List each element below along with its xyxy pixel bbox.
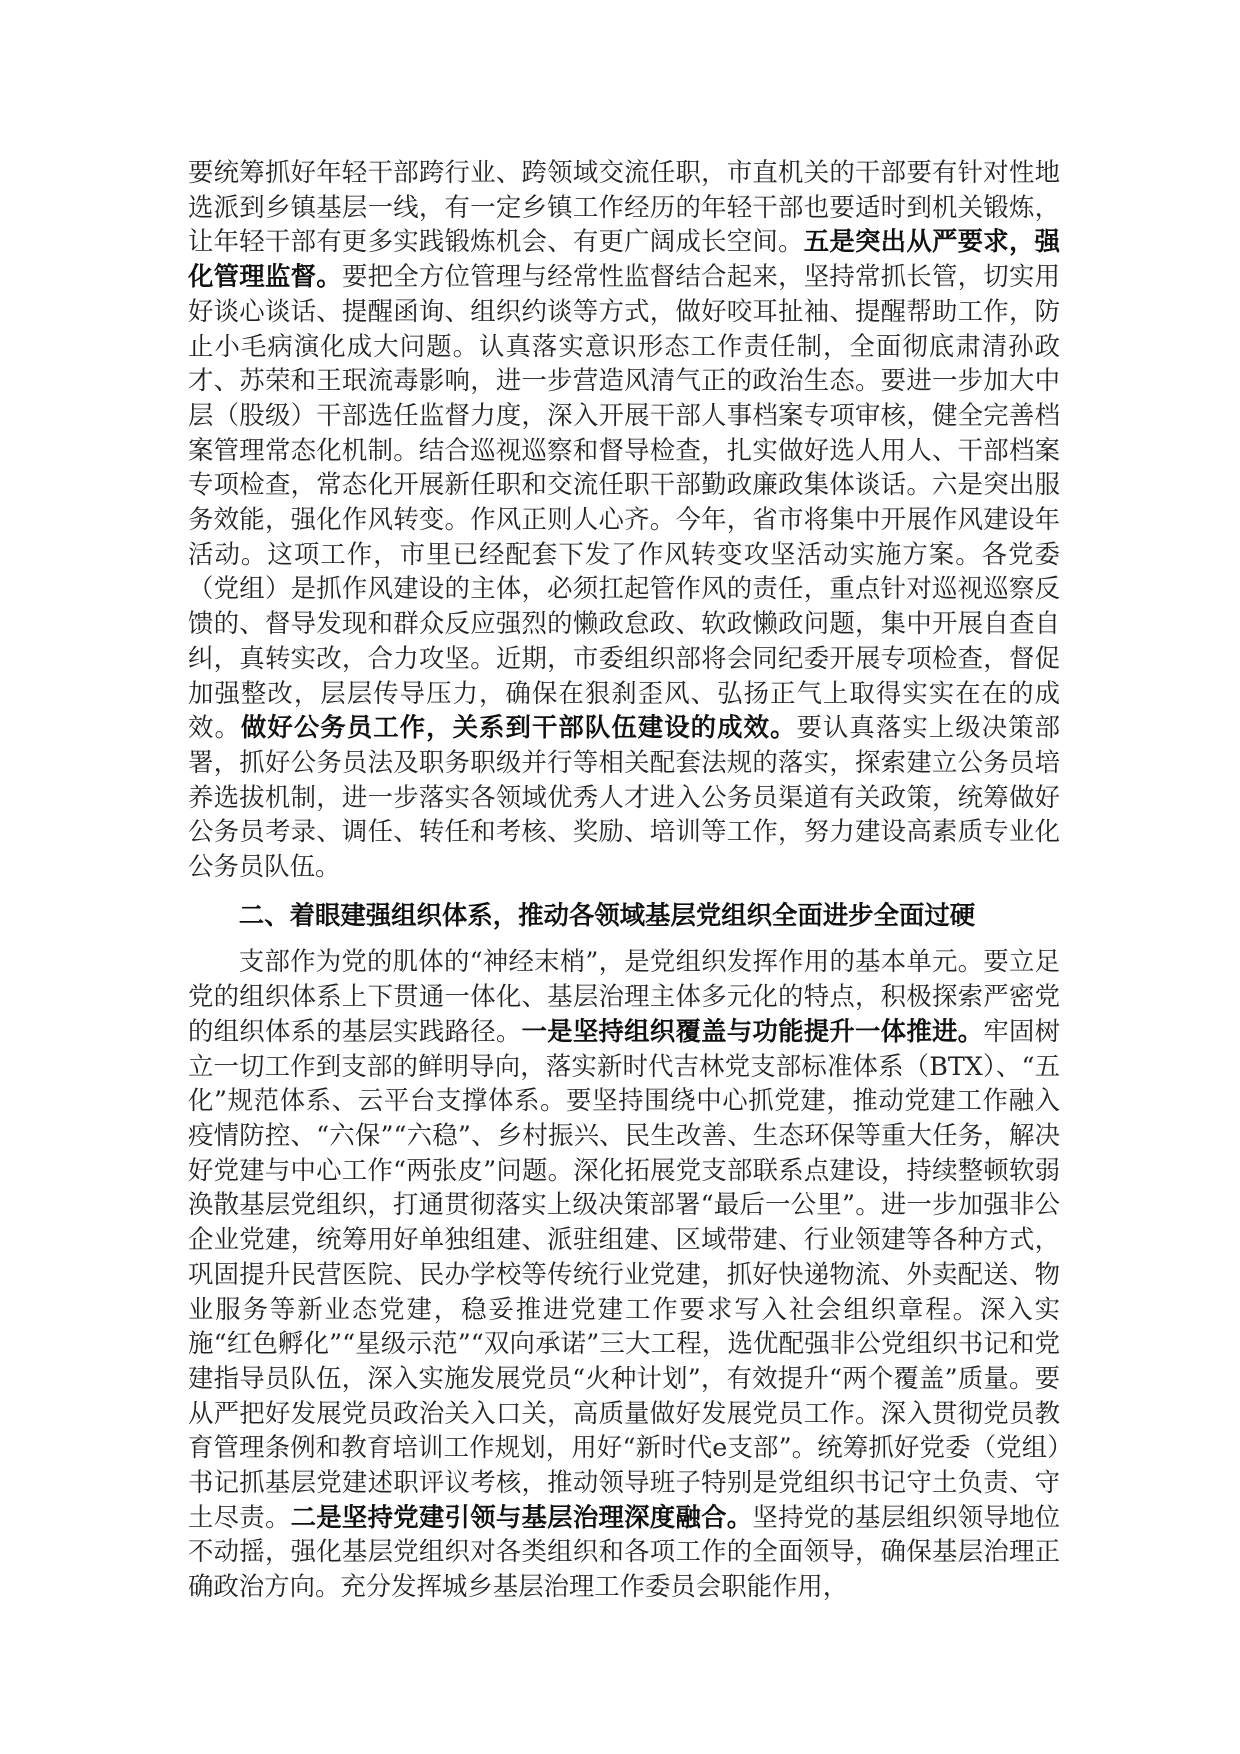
document-page	[188, 155, 1060, 1604]
bold-text-run: 一是坚持组织覆盖与功能提升一体推进。	[521, 1015, 984, 1046]
text-run: 要统筹抓好年轻干部跨行业、跨领域交流任职，市直机关的干部要有针对性地选派到乡镇基层一线，有一定乡镇工作经历的年轻干部也要适时到机关锻炼，让年轻干部有更多实践锻炼机会、有更广阔成长空间。	[188, 157, 1060, 257]
text-run: 要认真落实上级决策部署，抓好公务员法及职务职级并行等相关配套法规的落实，探索建立公务员培养选拔机制，进一步落实各领域优秀人才进入公务员渠道有关政策，统筹做好公务员考录、调任、转任和考核、奖励、培训等工作，努力建设高素质专业化公务员队伍。	[188, 712, 1061, 882]
bold-text-run: 做好公务员工作，关系到干部队伍建设的成效。	[240, 712, 797, 743]
text-run: 坚持党的基层组织领导地位不动摇，强化基层党组织对各类组织和各项工作的全面领导，确保基层治理正确政治方向。充分发挥城乡基层治理工作委员会职能作用，	[188, 1501, 1061, 1602]
text-run: 牢固树立一切工作到支部的鲜明导向，落实新时代吉林党支部标准体系（BTX）、“五化”规范体系、云平台支撑体系。要坚持围绕中心抓党建，推动党建工作融入疫情防控、“六保”“六稳”、乡村振兴、民生改善、生态环保等重大任务，解决好党建与中心工作“两张皮”问题。深化拓展党支部联系点建设，持续整顿软弱涣散基层党组织，打通贯彻落实上级决策部署“最后一公里”。进一步加强非公企业党建，统筹用好单独组建、派驻组建、区域带建、行业领建等各种方式，巩固提升民营医院、民办学校等传统行业党建，抓好快递物流、外卖配送、物业服务等新业态党建，稳妥推进党建工作要求写入社会组织章程。深入实施“红色孵化”“星级示范”“双向承诺”三大工程，选优配强非公党组织书记和党建指导员队伍，深入实施发展党员“火种计划”，有效提升“两个覆盖”质量。要从严把好发展党员政治关入口关，高质量做好发展党员工作。深入贯彻党员教育管理条例和教育培训工作规划，用好“新时代e支部”。统筹抓好党委（党组）书记抓基层党建述职评议考核，推动领导班子特别是党组织书记守土负责、守土尽责。	[188, 1015, 1061, 1532]
body-paragraph-2	[188, 944, 1060, 1603]
text-run: 要把全方位管理与经常性监督结合起来，坚持常抓长管，切实用好谈心谈话、提醒函询、组织约谈等方式，做好咬耳扯袖、提醒帮助工作，防止小毛病演化成大问题。认真落实意识形态工作责任制，全面彻底肃清孙政才、苏荣和王珉流毒影响，进一步营造风清气正的政治生态。要进一步加大中层（股级）干部选任监督力度，深入开展干部人事档案专项审核，健全完善档案管理常态化机制。结合巡视巡察和督导检查，扎实做好选人用人、干部档案专项检查，常态化开展新任职和交流任职干部勤政廉政集体谈话。六是突出服务效能，强化作风转变。作风正则人心齐。今年，省市将集中开展作风建设年活动。这项工作，市里已经配套下发了作风转变攻坚活动实施方案。各党委（党组）是抓作风建设的主体，必须扛起管作风的责任，重点针对巡视巡察反馈的、督导发现和群众反应强烈的懒政怠政、软政懒政问题，集中开展自查自纠，真转实改，合力攻坚。近期，市委组织部将会同纪委开展专项检查，督促加强整改，层层传导压力，确保在狠刹歪风、弘扬正气上取得实实在在的成效。	[188, 261, 1061, 743]
body-paragraph-1	[188, 155, 1060, 884]
bold-text-run: 二是坚持党建引领与基层治理深度融合。	[290, 1501, 753, 1532]
bold-text-run: 五是突出从严要求，强化管理监督。	[188, 226, 1061, 292]
section-heading: 二、着眼建强组织体系，推动各领域基层党组织全面进步全面过硬	[238, 899, 976, 930]
text-run: 支部作为党的肌体的“神经末梢”，是党组织发挥作用的基本单元。要立足党的组织体系上下贯通一体化、基层治理主体多元化的特点，积极探索严密党的组织体系的基层实践路径。	[188, 946, 1060, 1046]
